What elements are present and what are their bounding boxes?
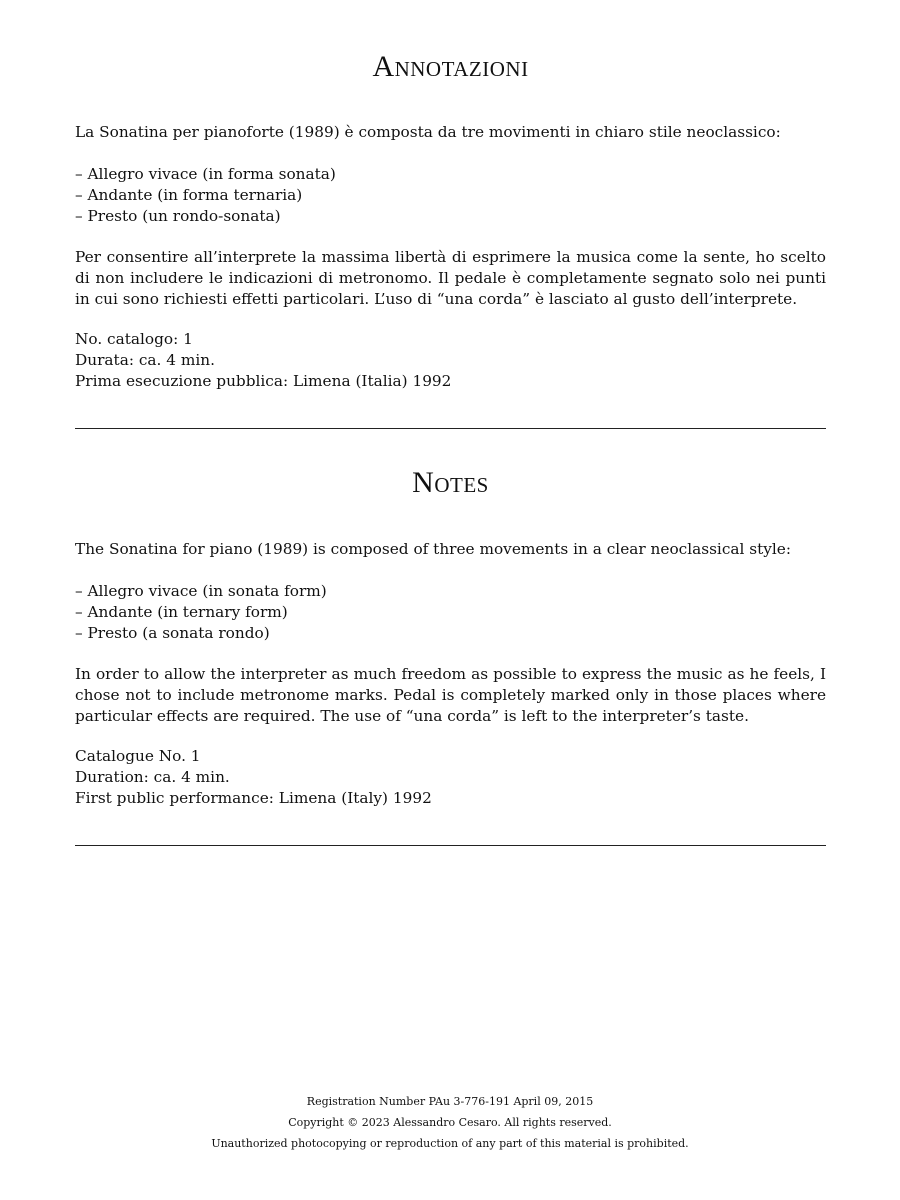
first-performance: First public performance: Limena (Italy) 1992 — [75, 789, 432, 807]
registration-number: Registration Number PAu 3-776-191 April 09, 2015 — [306, 1095, 594, 1108]
document-page — [75, 0, 826, 1200]
english-movements-list — [75, 581, 826, 644]
list-item: – Allegro vivace (in forma sonata) — [75, 165, 336, 183]
italian-paragraph — [75, 247, 826, 310]
english-details — [75, 746, 826, 809]
first-performance: Prima esecuzione pubblica: Limena (Italia) 1992 — [75, 372, 452, 390]
copyright-footer — [0, 1091, 900, 1154]
italian-paragraph-text: Per consentire all’interprete la massima libertà di esprimere la musica come la sente, ho scelto di non includere le indicazioni di metronomo. Il pedale è completamente segnato solo nei punti in cui sono richiesti effetti particolari. L’uso di “una corda” è lasciato al gusto dell’interprete. — [75, 248, 826, 308]
english-intro — [75, 539, 826, 560]
section-divider — [75, 428, 826, 429]
list-item: – Allegro vivace (in sonata form) — [75, 582, 327, 600]
list-item: – Presto (a sonata rondo) — [75, 624, 270, 642]
list-item: – Andante (in forma ternaria) — [75, 186, 303, 204]
italian-section-title: Annotazioni — [372, 50, 529, 83]
copyright-notice: Copyright © 2023 Alessandro Cesaro. All rights reserved. — [288, 1116, 612, 1129]
duration: Durata: ca. 4 min. — [75, 351, 215, 369]
catalogue-number: No. catalogo: 1 — [75, 330, 193, 348]
english-intro-text: The Sonatina for piano (1989) is composed of three movements in a clear neoclassical style: — [75, 540, 792, 558]
english-paragraph-text: In order to allow the interpreter as much freedom as possible to express the music as he feels, I chose not to include metronome marks. Pedal is completely marked only in those places where particular effects are required. The use of “una corda” is left to the interpreter’s taste. — [75, 665, 826, 725]
duration: Duration: ca. 4 min. — [75, 768, 230, 786]
italian-intro-text: La Sonatina per pianoforte (1989) è composta da tre movimenti in chiaro stile neoclassico: — [75, 123, 781, 141]
english-section-title: Notes — [412, 466, 489, 499]
english-paragraph — [75, 664, 826, 727]
section-divider — [75, 845, 826, 846]
catalogue-number: Catalogue No. 1 — [75, 747, 201, 765]
list-item: – Andante (in ternary form) — [75, 603, 288, 621]
italian-details — [75, 329, 826, 392]
italian-movements-list — [75, 164, 826, 227]
italian-intro — [75, 122, 826, 143]
list-item: – Presto (un rondo-sonata) — [75, 207, 281, 225]
reproduction-warning: Unauthorized photocopying or reproduction of any part of this material is prohibited. — [211, 1137, 689, 1150]
